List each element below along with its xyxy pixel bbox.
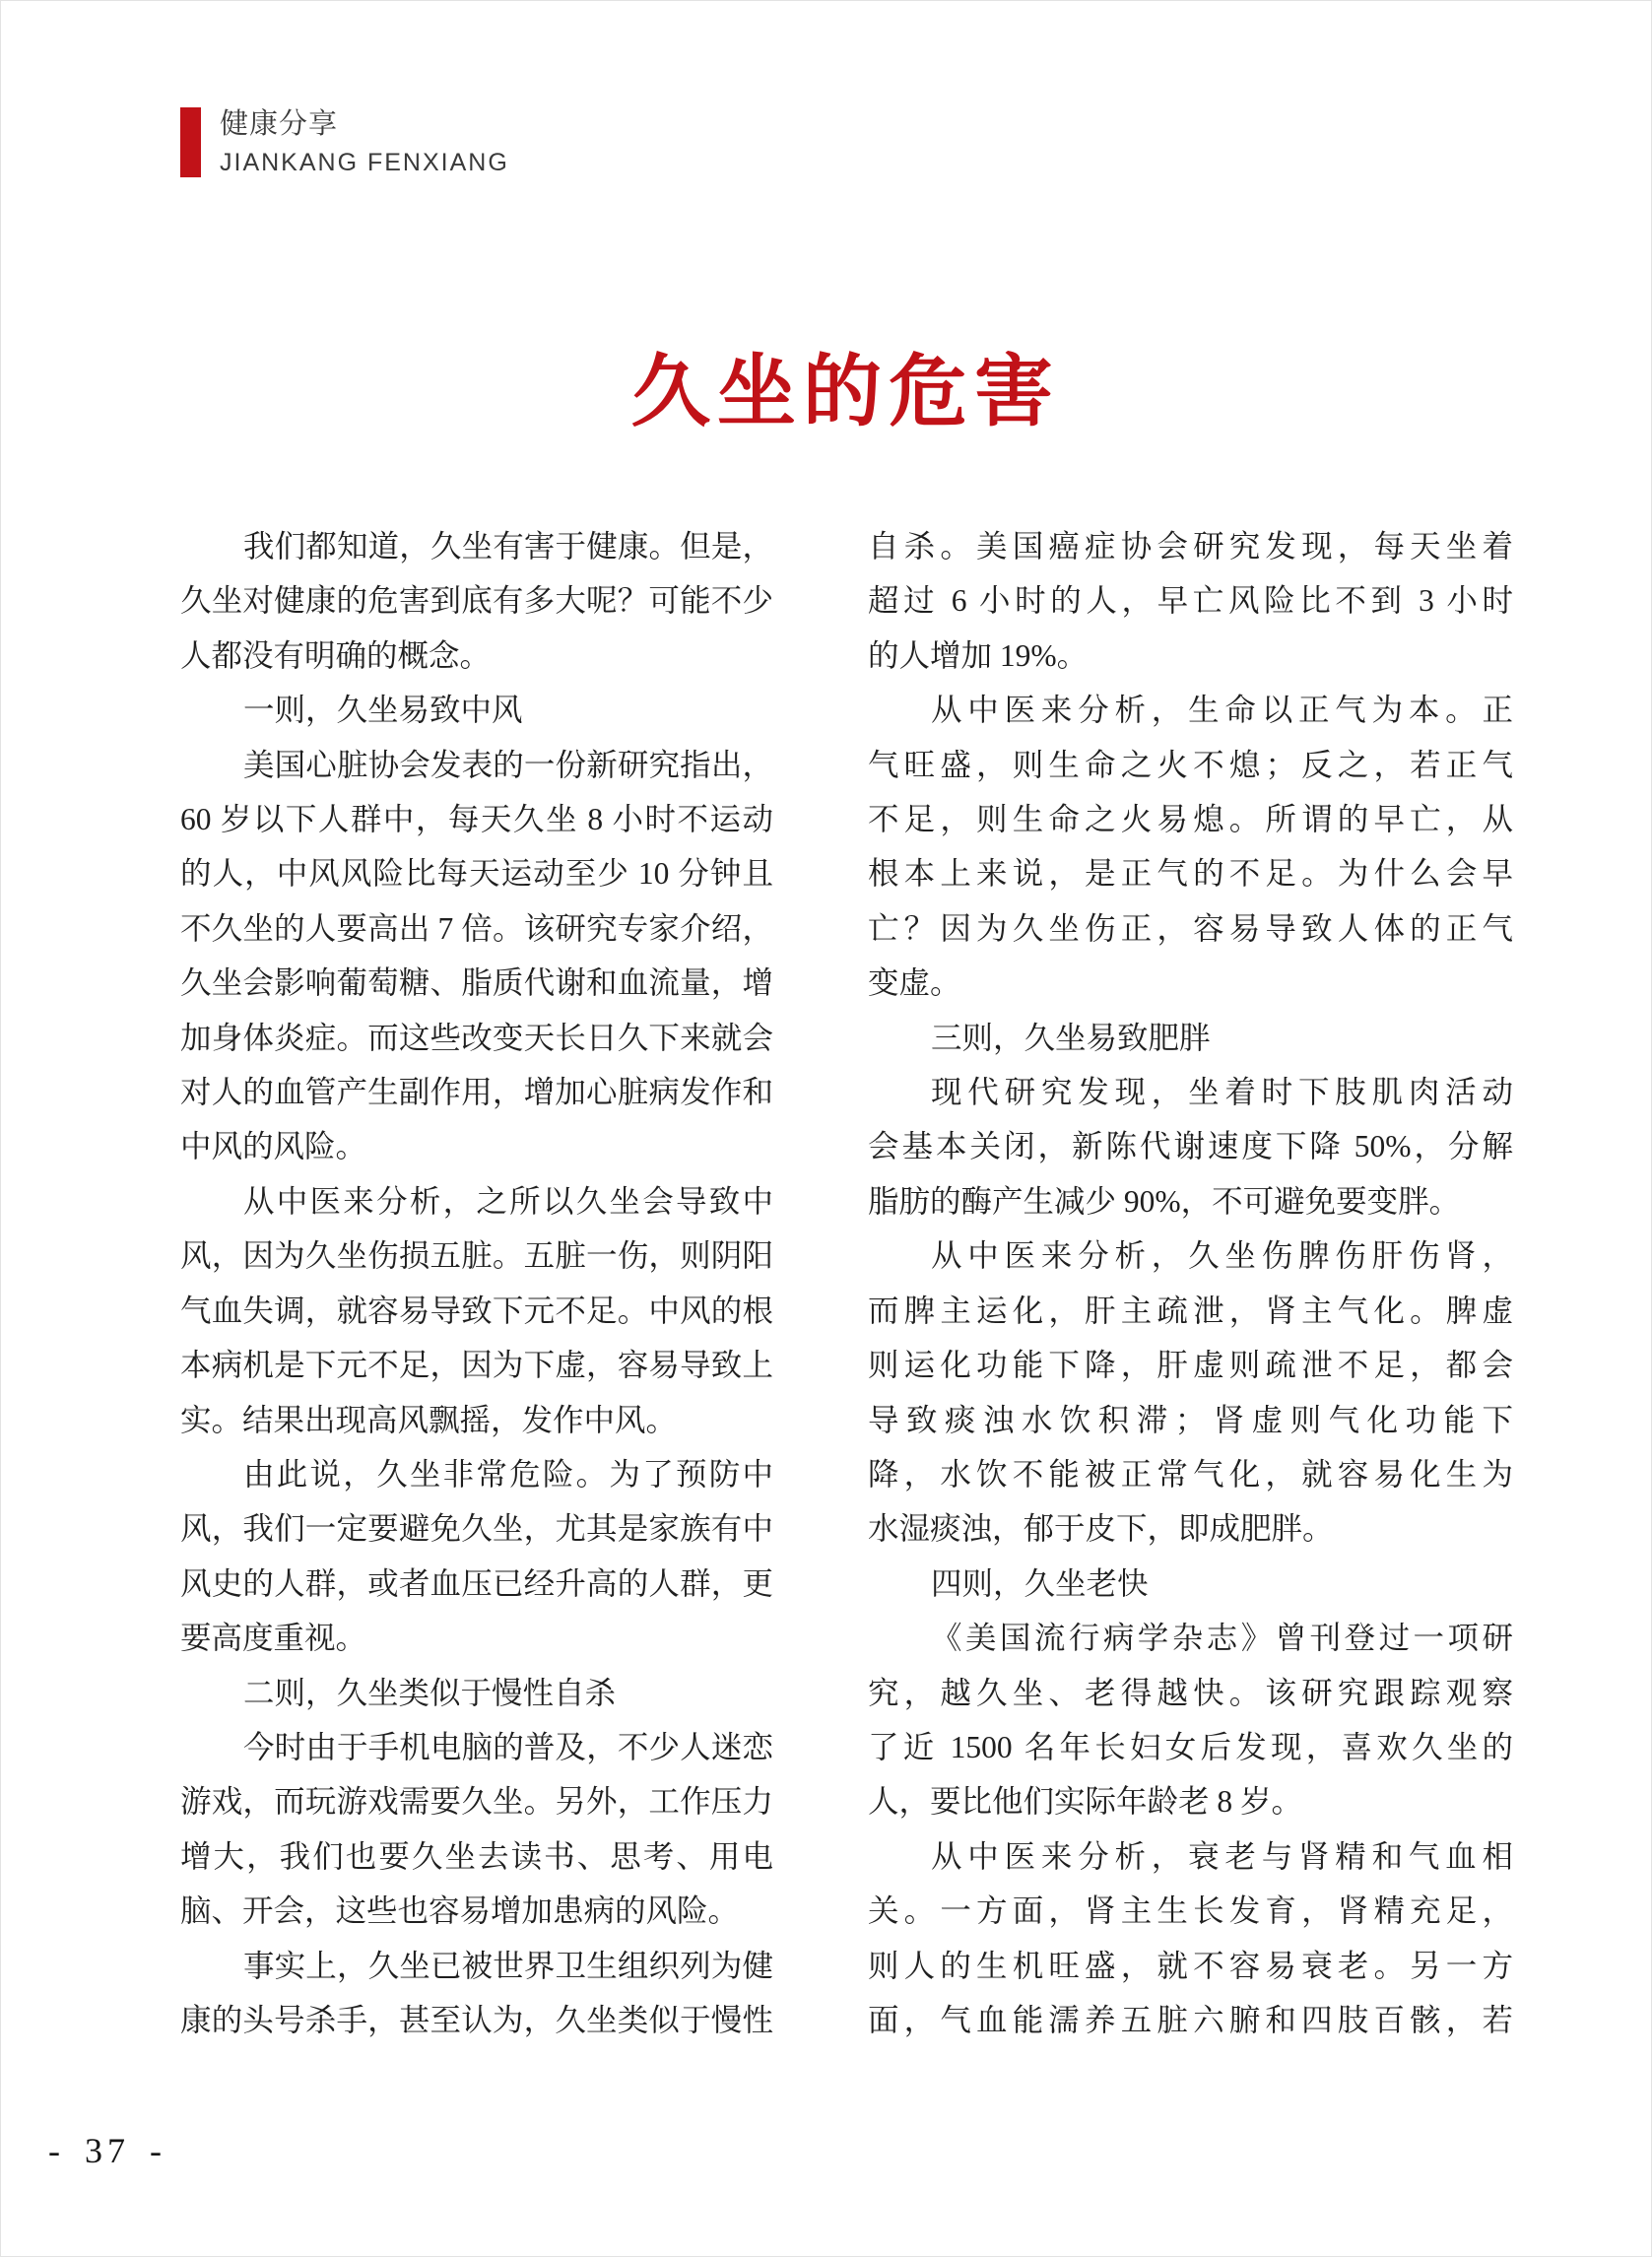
text-line: 变虚。 [868,965,961,1001]
text-line: 从中医来分析，衰老与肾精和气血相 [931,1838,1513,1874]
text-line: 风，因为久坐伤损五脏。五脏一伤，则阴阳 [180,1238,773,1274]
text-column-right [868,519,1513,2047]
text-line: 久坐对健康的危害到底有多大呢？可能不少 [180,583,773,619]
text-line: 的人，中风风险比每天运动至少 10 分钟且 [180,856,773,892]
text-line: 超过 6 小时的人，早亡风险比不到 3 小时 [868,583,1513,619]
text-line: 康的头号杀手，甚至认为，久坐类似于慢性 [180,2002,773,2037]
section-title-cn: 健康分享 [220,108,339,140]
text-line: 一则，久坐易致中风 [243,693,523,728]
text-line: 游戏，而玩游戏需要久坐。另外，工作压力 [180,1784,773,1820]
text-line: 面，气血能濡养五脏六腑和四肢百骸，若 [868,2002,1513,2037]
text-line: 四则，久坐老快 [931,1565,1149,1601]
text-line: 人都没有明确的概念。 [180,637,492,673]
text-line: 的人增加 19%。 [868,637,1089,673]
text-line: 则运化功能下降，肝虚则疏泄不足，都会 [868,1348,1513,1383]
page-number: - 37 - [48,2131,166,2170]
text-line: 二则，久坐类似于慢性自杀 [243,1675,617,1710]
text-line: 美国心脏协会发表的一份新研究指出， [243,747,773,782]
text-line: 我们都知道，久坐有害于健康。但是， [243,529,773,564]
text-line: 降，水饮不能被正常气化，就容易化生为 [868,1456,1513,1492]
text-line: 关。一方面，肾主生长发育，肾精充足， [868,1893,1513,1929]
text-line: 气旺盛，则生命之火不熄；反之，若正气 [868,747,1513,782]
text-line: 脑、开会，这些也容易增加患病的风险。 [180,1893,740,1929]
text-line: 事实上，久坐已被世界卫生组织列为健 [243,1948,773,1983]
text-line: 要高度重视。 [180,1621,367,1656]
text-line: 了近 1500 名年长妇女后发现，喜欢久坐的 [868,1729,1513,1764]
text-line: 今时由于手机电脑的普及，不少人迷恋 [243,1729,773,1764]
article-body [180,519,1513,2047]
text-line: 实。结果出现高风飘摇，发作中风。 [180,1402,678,1437]
text-line: 中风的风险。 [180,1129,367,1164]
page-header [180,107,509,177]
text-line: 三则，久坐易致肥胖 [931,1020,1211,1055]
text-line: 会基本关闭，新陈代谢速度下降 50%，分解 [868,1129,1513,1164]
section-title-pinyin: JIANKANG FENXIANG [220,149,509,176]
text-line: 从中医来分析，生命以正气为本。正 [931,693,1513,728]
text-line: 风史的人群，或者血压已经升高的人群，更 [180,1565,773,1601]
text-line: 现代研究发现，坐着时下肢肌肉活动 [931,1075,1513,1110]
text-line: 60 岁以下人群中，每天久坐 8 小时不运动 [180,802,773,837]
text-line: 不足，则生命之火易熄。所谓的早亡，从 [868,802,1513,837]
text-line: 脂肪的酶产生减少 90%，不可避免要变胖。 [868,1183,1461,1219]
header-text [220,107,509,177]
text-line: 根本上来说，是正气的不足。为什么会早 [868,856,1513,892]
text-line: 由此说，久坐非常危险。为了预防中 [243,1456,773,1492]
text-line: 究，越久坐、老得越快。该研究跟踪观察 [868,1675,1513,1710]
text-line: 增大，我们也要久坐去读书、思考、用电 [180,1838,773,1874]
text-line: 亡？因为久坐伤正，容易导致人体的正气 [868,910,1513,946]
text-line: 人，要比他们实际年龄老 8 岁。 [868,1784,1303,1820]
text-line: 从中医来分析，久坐伤脾伤肝伤肾， [931,1238,1513,1274]
text-line: 对人的血管产生副作用，增加心脏病发作和 [180,1075,773,1110]
text-line: 气血失调，就容易导致下元不足。中风的根 [180,1293,773,1328]
text-column-left [180,519,773,2047]
text-line: 自杀。美国癌症协会研究发现，每天坐着 [868,529,1513,564]
text-line: 而脾主运化，肝主疏泄，肾主气化。脾虚 [868,1293,1513,1328]
text-line: 加身体炎症。而这些改变天长日久下来就会 [180,1020,773,1055]
text-line: 导致痰浊水饮积滞；肾虚则气化功能下 [868,1402,1513,1437]
text-line: 风，我们一定要避免久坐，尤其是家族有中 [180,1511,773,1547]
header-accent-bar [180,107,201,177]
article-title: 久坐的危害 [631,350,1060,436]
text-line: 《美国流行病学杂志》曾刊登过一项研 [931,1621,1513,1656]
text-line: 久坐会影响葡萄糖、脂质代谢和血流量，增 [180,965,773,1001]
text-line: 水湿痰浊，郁于皮下，即成肥胖。 [868,1511,1334,1547]
text-line: 不久坐的人要高出 7 倍。该研究专家介绍， [180,910,773,946]
text-line: 本病机是下元不足，因为下虚，容易导致上 [180,1348,773,1383]
text-line: 则人的生机旺盛，就不容易衰老。另一方 [868,1948,1513,1983]
text-line: 从中医来分析，之所以久坐会导致中 [243,1183,773,1219]
